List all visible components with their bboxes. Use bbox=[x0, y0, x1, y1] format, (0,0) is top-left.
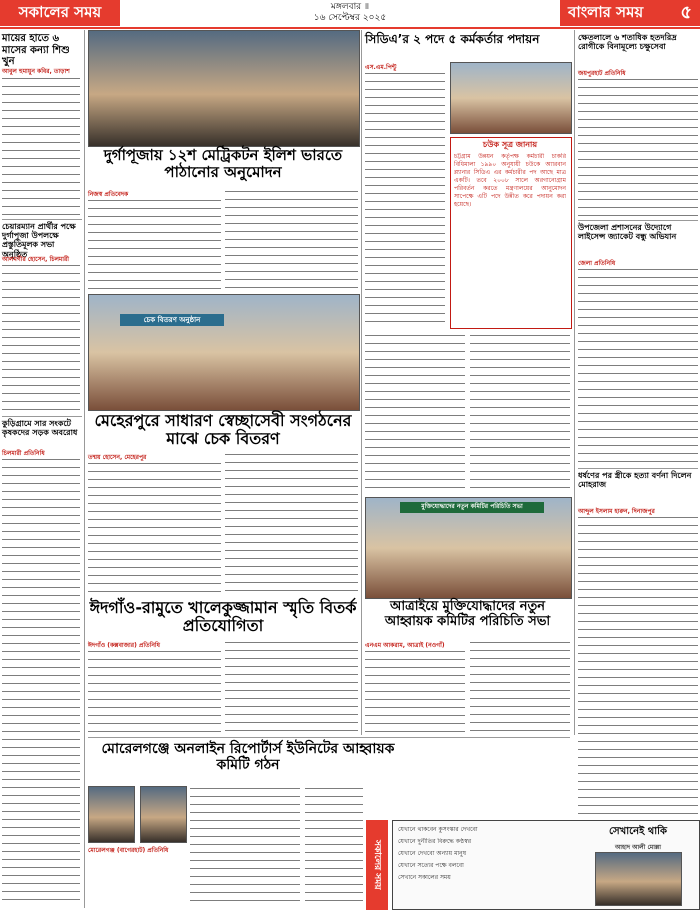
headline-right-bottom: ধর্ষণের পর স্ত্রীকে হত্যা বর্ণনা দিলেন মোহরাজ bbox=[578, 471, 692, 490]
byline-right-top: জয়পুরহাট প্রতিনিধি bbox=[578, 70, 626, 77]
byline-hilsa: নিজস্ব প্রতিবেদক bbox=[88, 191, 129, 198]
article-body-right-top bbox=[578, 77, 698, 217]
photo-cda-building bbox=[450, 62, 572, 134]
photo-banner-event: মুক্তিযোদ্ধাদের নতুন কমিটির পরিচিতি সভা bbox=[400, 502, 544, 513]
divider bbox=[88, 737, 570, 738]
byline-meherpur: তন্ময় হোসেন, মেহেরপুর bbox=[88, 454, 147, 461]
column-divider bbox=[574, 30, 575, 735]
masthead-date-text: ১৬ সেপ্টেম্বর ২০২৫ bbox=[313, 13, 387, 23]
byline-right-mid: জেলা প্রতিনিধি bbox=[578, 260, 616, 267]
ad-line-3: যেখানে দেখবো অন্যায় মানুষ bbox=[398, 850, 467, 857]
headline-hilsa: দুর্গাপূজায় ১২শ মেট্রিকটন ইলিশ ভারতে পাঠানোর অনুমোদন bbox=[103, 146, 343, 182]
article-body-hilsa bbox=[88, 198, 221, 290]
page-number: ৫ bbox=[680, 1, 692, 23]
headline-mother-child: মায়ের হাতে ৬ মাসের কন্যা শিশু খুন bbox=[2, 33, 70, 67]
article-body-idgaon bbox=[88, 649, 221, 733]
photo-officials bbox=[88, 30, 360, 147]
headline-meherpur: মেহেরপুরে সাধারণ স্বেচ্ছাসেবী সংগঠনের মাঝে চেক বিতরণ bbox=[94, 411, 352, 449]
article-body-morrelganj bbox=[190, 786, 300, 906]
ad-line-4: যেখানে সত্যের পক্ষে বলবো bbox=[398, 862, 464, 869]
article-body-promotion bbox=[365, 71, 445, 329]
photo-reporter-two bbox=[140, 786, 187, 843]
byline-promotion: এস.এম.পিন্টু bbox=[365, 64, 397, 71]
headline-idgaon: ঈদগাঁও-রামুতে খালেকুজ্জামান স্মৃতি বিতর্ক প্রতিযোগিতা bbox=[89, 598, 357, 636]
article-body-fertilizer bbox=[2, 457, 80, 907]
article-body-atrai-cont bbox=[470, 640, 570, 733]
ad-brand-vertical: সকালের সময় bbox=[366, 820, 388, 910]
divider bbox=[2, 219, 82, 220]
article-body-morrelganj-cont bbox=[305, 786, 363, 906]
headline-morrelganj: মোরেলগঞ্জে অনলাইন রিপোর্টার্স ইউনিটের আহ্বায়ক কমিটি গঠন bbox=[101, 741, 395, 774]
headline-right-top: ক্ষেতলালে ৬ শতাধিক হতদরিদ্র রোগীকে বিনামূল্যে চক্ষুসেবা bbox=[578, 33, 677, 52]
box-body-chowk: চট্টগ্রাম উন্নয়ন কর্তৃপক্ষ কর্মচারী চাকরি বিধিমালা ১৯৯০ অনুযায়ী চউকে অ্যারবান প্ল্যানার সিডিএ এর কর্মচারীর পদ আছে মাত্র একটি। তবে ২০০৮ সালে অরগানোগ্রাম পরিবর্তন করতে মন্ত্রণালয়ের আনুমোদন সাপেক্ষে এটি পদে উন্নীত করে পদায়ন করা হয়েছে। bbox=[454, 153, 566, 208]
byline-mother-child: আবুল হুমায়ুন কবির, তাড়াশ bbox=[2, 68, 70, 75]
masthead-rule bbox=[0, 27, 700, 29]
photo-reporter-one bbox=[88, 786, 135, 843]
headline-chairman: চেয়ারম্যান প্রার্থীর পক্ষে দুর্গাপূজা উপলক্ষে প্রস্তুতিমূলক সভা অনুষ্ঠিত bbox=[2, 222, 76, 259]
masthead-date bbox=[260, 2, 440, 24]
byline-atrai: এনএম আকরাম, আত্রাই (নওগাঁ) bbox=[365, 642, 445, 649]
ad-line-2: যেখানে দুর্নীতির বিরুদ্ধে কণ্ঠস্বর bbox=[398, 838, 472, 845]
ad-slogan-sub: আহাদ আলী মোল্লা bbox=[615, 844, 661, 851]
byline-right-bottom: আব্দুল ইসলাম হারুন, দিনাজপুর bbox=[578, 508, 655, 515]
ad-slogan: সেখানেই থাকি bbox=[608, 826, 668, 837]
article-body-chairman bbox=[2, 263, 80, 413]
ad-line-5: সেখানে সকালের সময় bbox=[398, 874, 451, 881]
column-divider bbox=[84, 30, 85, 908]
headline-fertilizer: কুড়িগ্রামে সার সংকটে কৃষকদের সড়ক অবরোধ bbox=[2, 419, 78, 438]
article-body-idgaon-cont bbox=[225, 640, 358, 733]
byline-morrelganj: মোরেলগঞ্জ (বাগেরহাট) প্রতিনিধি bbox=[88, 847, 169, 854]
byline-chairman: আলমগীর হোসেন, চিলমারী bbox=[2, 256, 70, 263]
article-body-promotion-cont bbox=[365, 333, 465, 493]
photo-cheque-distribution bbox=[88, 294, 360, 411]
article-body-mother-child bbox=[2, 76, 80, 216]
masthead-day: মঙ্গলবার ॥ bbox=[330, 2, 370, 12]
ad-photo bbox=[595, 852, 682, 906]
photo-banner-cheque: চেক বিতরণ অনুষ্ঠান bbox=[120, 314, 224, 326]
headline-promotion: সিডিএ’র ২ পদে ৫ কর্মকর্তার পদায়ন bbox=[365, 32, 540, 46]
headline-right-mid: উপজেলা প্রশাসনের উদ্যোগে লাইসেন্স জ্যাকেট বন্ধু অভিযান bbox=[578, 223, 677, 242]
article-body-hilsa-cont bbox=[225, 189, 358, 290]
ad-line-1: যেখানে থাকবেন কুসংস্কার দেখবো bbox=[398, 826, 478, 833]
byline-fertilizer: চিলমারী প্রতিনিধি bbox=[2, 450, 45, 457]
divider bbox=[578, 468, 698, 469]
newspaper-logo: সকালের সময় bbox=[0, 0, 120, 26]
article-body-right-mid bbox=[578, 267, 698, 465]
headline-atrai: আত্রাইয়ে মুক্তিযোদ্ধাদের নতুন আহ্বায়ক কমিটির পরিচিতি সভা bbox=[384, 599, 551, 629]
article-body-meherpur bbox=[88, 461, 221, 596]
byline-idgaon: ঈদগাঁও (কক্সবাজার) প্রতিনিধি bbox=[88, 642, 160, 649]
section-title: বাংলার সময় bbox=[568, 2, 644, 21]
article-body-atrai bbox=[365, 649, 465, 733]
article-body-right-bottom bbox=[578, 515, 698, 815]
section-banner bbox=[560, 0, 700, 26]
column-divider bbox=[361, 30, 362, 735]
divider bbox=[578, 220, 698, 221]
box-title-chowk: চউক সূত্র জানায় bbox=[482, 140, 538, 149]
divider bbox=[2, 416, 82, 417]
article-body-meherpur-cont bbox=[225, 452, 358, 596]
article-body-promotion-cont2 bbox=[470, 333, 570, 493]
